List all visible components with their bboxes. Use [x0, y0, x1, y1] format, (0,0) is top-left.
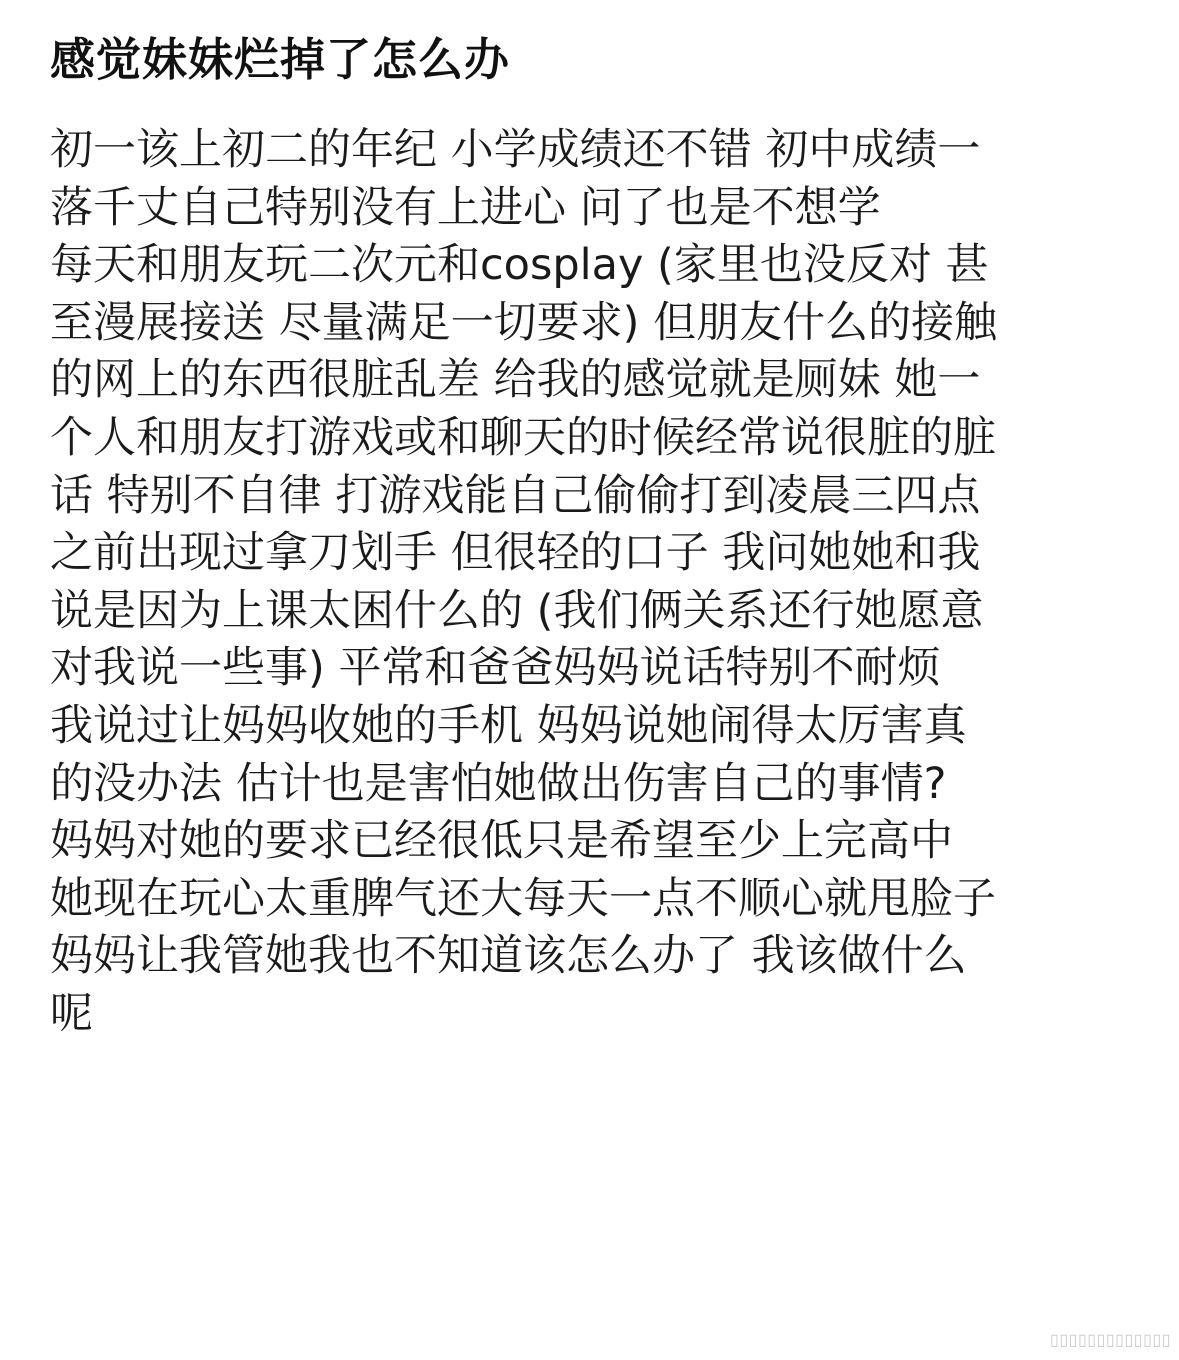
post-body-line: 话 特别不自律 打游戏能自己偷偷打到凌晨三四点 — [50, 470, 981, 521]
post-body-line: 至漫展接送 尽量满足一切要求) 但朋友什么的接触 — [50, 297, 998, 348]
post-body-line: 我说过让妈妈收她的手机 妈妈说她闹得太厉害真 — [50, 700, 967, 751]
post-body-line: 之前出现过拿刀划手 但很轻的口子 我问她她和我 — [50, 528, 981, 579]
post-body-line: 的没办法 估计也是害怕她做出伤害自己的事情? — [50, 758, 947, 809]
post-title: 感觉妹妹烂掉了怎么办 — [50, 33, 511, 86]
post-container — [50, 28, 1150, 1044]
post-body-line: 妈妈对她的要求已经很低只是希望至少上完高中 — [50, 816, 953, 867]
post-body-line: 呢 — [50, 988, 93, 1039]
post-body — [50, 122, 1150, 1044]
post-body-line: 落千丈自己特别没有上进心 问了也是不想学 — [50, 182, 881, 233]
post-body-line: 每天和朋友玩二次元和cosplay (家里也没反对 甚 — [50, 240, 989, 291]
post-body-line: 个人和朋友打游戏或和聊天的时候经常说很脏的脏 — [50, 412, 996, 463]
post-body-line: 说是因为上课太困什么的 (我们俩关系还行她愿意 — [50, 585, 984, 636]
post-body-line: 的网上的东西很脏乱差 给我的感觉就是厕妹 她一 — [50, 355, 981, 406]
post-body-line: 妈妈让我管她我也不知道该怎么办了 我该做什么 — [50, 931, 967, 982]
post-body-line: 初一该上初二的年纪 小学成绩还不错 初中成绩一 — [50, 125, 981, 175]
watermark: ▯▯▯▯▯▯▯▯▯▯▯▯▯ — [1050, 1332, 1171, 1349]
post-body-line: 她现在玩心太重脾气还大每天一点不顺心就甩脸子 — [50, 873, 996, 924]
post-body-line: 对我说一些事) 平常和爸爸妈妈说话特别不耐烦 — [50, 643, 941, 694]
